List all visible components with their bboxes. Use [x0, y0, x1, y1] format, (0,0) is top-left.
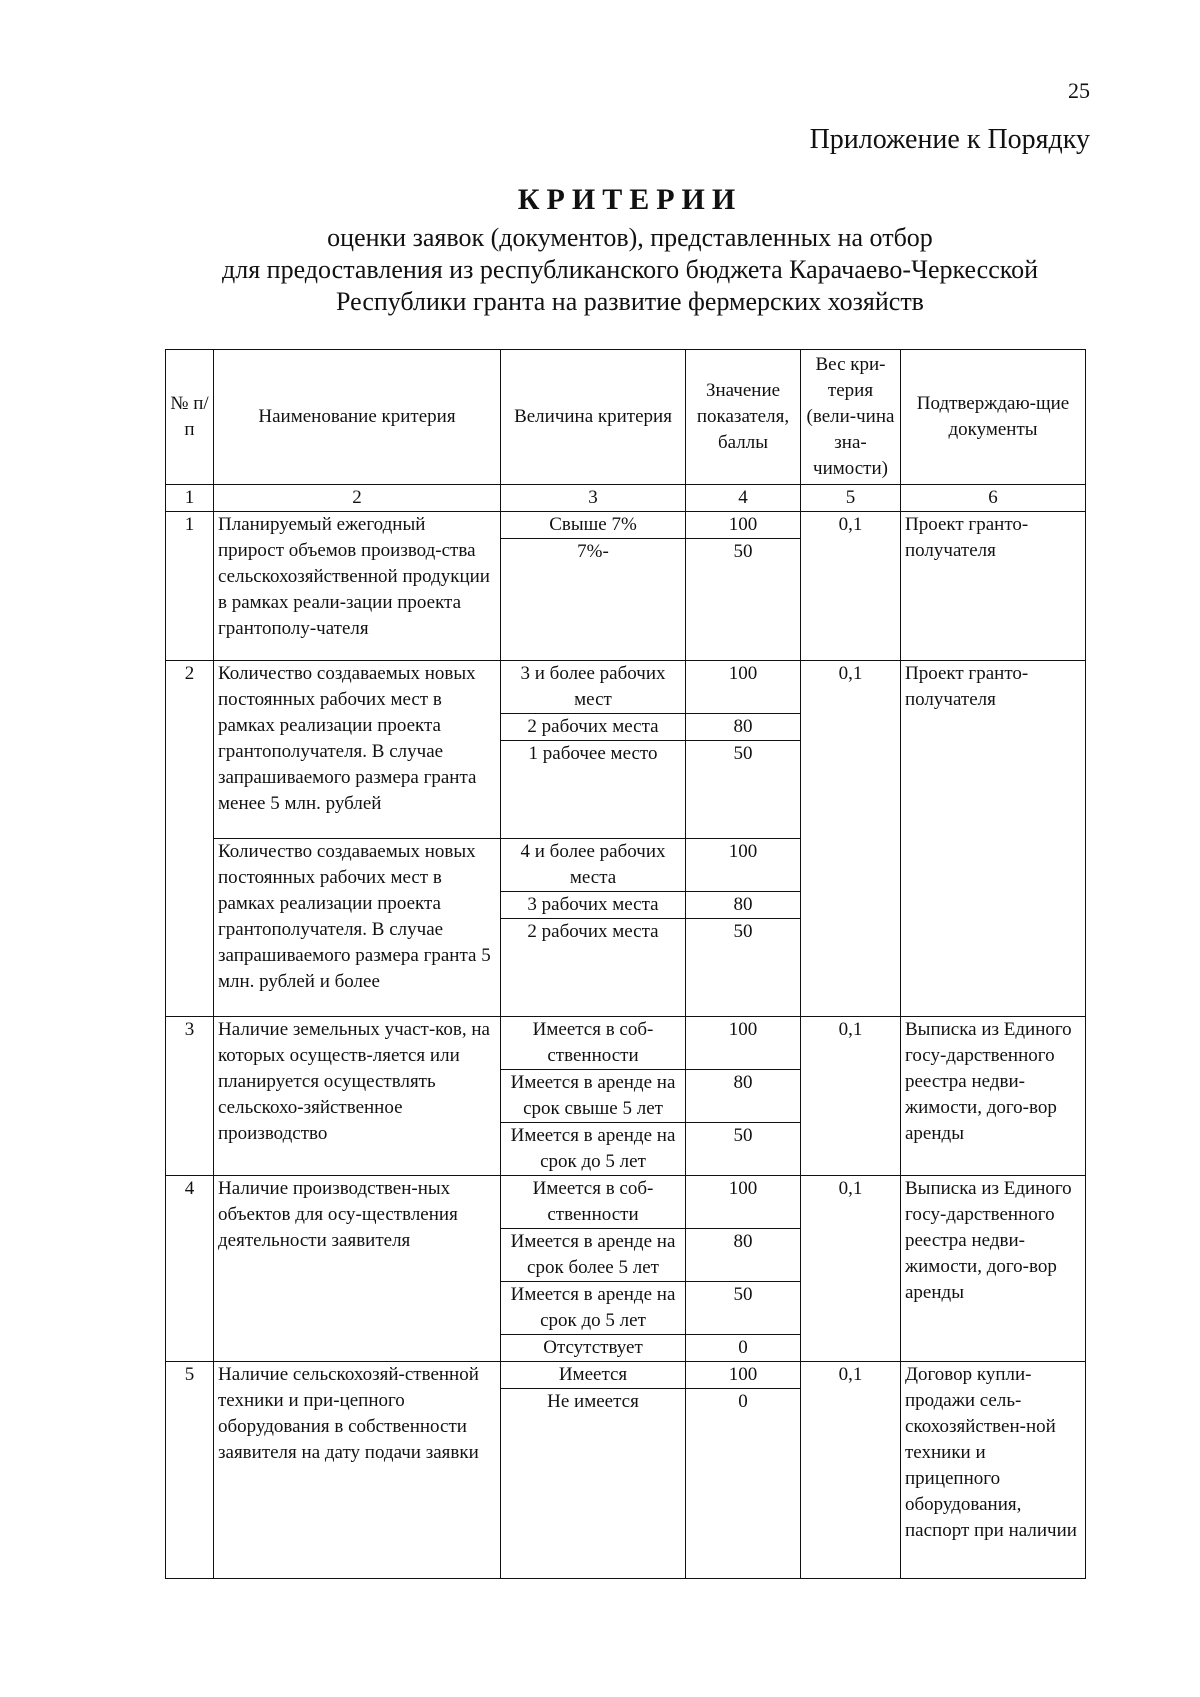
table-row	[166, 1017, 1086, 1070]
confirming-documents: Проект гранто-получателя	[901, 512, 1086, 661]
header-documents: Подтверждаю-щие документы	[901, 350, 1086, 485]
criterion-score: 50	[686, 741, 801, 839]
criterion-value: 1 рабочее место	[501, 741, 686, 839]
criterion-value: 4 и более рабочих места	[501, 839, 686, 892]
row-number: 3	[166, 1017, 214, 1176]
subtitle-line: оценки заявок (документов), представленных на отбор	[327, 223, 933, 252]
row-number: 4	[166, 1176, 214, 1362]
row-number: 1	[166, 512, 214, 661]
criteria-table	[165, 349, 1086, 1579]
criterion-value: 2 рабочих места	[501, 919, 686, 1017]
criterion-value: Отсутствует	[501, 1335, 686, 1362]
criterion-value: Имеется в соб-ственности	[501, 1017, 686, 1070]
table-row	[166, 512, 1086, 539]
column-number: 2	[214, 485, 501, 512]
confirming-documents: Выписка из Единого госу-дарственного реестра недви-жимости, дого-вор аренды	[901, 1017, 1086, 1176]
criterion-score: 100	[686, 1017, 801, 1070]
criterion-score: 0	[686, 1335, 801, 1362]
criterion-value: Имеется в аренде на срок до 5 лет	[501, 1282, 686, 1335]
document-title: КРИТЕРИИ	[517, 183, 743, 216]
row-number: 5	[166, 1362, 214, 1579]
criterion-value: Имеется в аренде на срок свыше 5 лет	[501, 1070, 686, 1123]
criterion-value: Свыше 7%	[501, 512, 686, 539]
column-number-row	[166, 485, 1086, 512]
criterion-value: 7%-	[501, 539, 686, 661]
criterion-score: 50	[686, 539, 801, 661]
criterion-score: 100	[686, 1362, 801, 1389]
criterion-score: 50	[686, 1282, 801, 1335]
header-number: № п/п	[166, 350, 214, 485]
criterion-score: 80	[686, 714, 801, 741]
criterion-score: 80	[686, 892, 801, 919]
criterion-name: Наличие производствен-ных объектов для осу-ществления деятельности заявителя	[214, 1176, 501, 1362]
criterion-value: Имеется в соб-ственности	[501, 1176, 686, 1229]
header-weight: Вес кри-терия (вели-чина зна-чимости)	[801, 350, 901, 485]
header-score: Значение показателя, баллы	[686, 350, 801, 485]
column-number: 4	[686, 485, 801, 512]
page-number: 25	[1068, 78, 1090, 103]
criterion-value: Имеется в аренде на срок до 5 лет	[501, 1123, 686, 1176]
criterion-value: 3 и более рабочих мест	[501, 661, 686, 714]
subtitle-line: Республики гранта на развитие фермерских хозяйств	[336, 287, 924, 316]
criterion-score: 100	[686, 1176, 801, 1229]
criterion-weight: 0,1	[801, 661, 901, 1017]
criterion-value: 2 рабочих места	[501, 714, 686, 741]
confirming-documents: Проект гранто-получателя	[901, 661, 1086, 1017]
criterion-name: Количество создаваемых новых постоянных рабочих мест в рамках реализации проекта грантополучателя. В случае запрашиваемого размера гранта 5 млн. рублей и более	[214, 839, 501, 1017]
criterion-score: 80	[686, 1229, 801, 1282]
criterion-weight: 0,1	[801, 1362, 901, 1579]
criterion-value: Имеется	[501, 1362, 686, 1389]
criterion-score: 100	[686, 839, 801, 892]
criterion-score: 100	[686, 512, 801, 539]
confirming-documents: Выписка из Единого госу-дарственного реестра недви-жимости, дого-вор аренды	[901, 1176, 1086, 1362]
criterion-name: Планируемый ежегодный прирост объемов производ-ства сельскохозяйственной продукции в рамках реали-зации проекта грантополу-чателя	[214, 512, 501, 661]
column-number: 5	[801, 485, 901, 512]
criterion-weight: 0,1	[801, 1017, 901, 1176]
header-criterion-name: Наименование критерия	[214, 350, 501, 485]
criterion-score: 50	[686, 919, 801, 1017]
criterion-score: 0	[686, 1389, 801, 1579]
criterion-weight: 0,1	[801, 512, 901, 661]
criterion-name: Количество создаваемых новых постоянных рабочих мест в рамках реализации проекта грантополучателя. В случае запрашиваемого размера гранта менее 5 млн. рублей	[214, 661, 501, 839]
table-row	[166, 1362, 1086, 1389]
column-number: 1	[166, 485, 214, 512]
subtitle-line: для предоставления из республиканского бюджета Карачаево-Черкесской	[222, 255, 1038, 284]
criterion-name: Наличие земельных участ-ков, на которых осуществ-ляется или планируется осуществлять сельскохо-зяйственное производство	[214, 1017, 501, 1176]
criterion-name: Наличие сельскохозяй-ственной техники и при-цепного оборудования в собственности заявителя на дату подачи заявки	[214, 1362, 501, 1579]
appendix-label: Приложение к Порядку	[809, 124, 1090, 155]
criterion-value: Не имеется	[501, 1389, 686, 1579]
column-number: 6	[901, 485, 1086, 512]
header-criterion-value: Величина критерия	[501, 350, 686, 485]
row-number: 2	[166, 661, 214, 1017]
criterion-weight: 0,1	[801, 1176, 901, 1362]
document-subtitle	[0, 222, 1200, 318]
criterion-score: 100	[686, 661, 801, 714]
table-row	[166, 1176, 1086, 1229]
criterion-value: 3 рабочих места	[501, 892, 686, 919]
criterion-value: Имеется в аренде на срок более 5 лет	[501, 1229, 686, 1282]
criterion-score: 80	[686, 1070, 801, 1123]
table-row	[166, 661, 1086, 714]
column-number: 3	[501, 485, 686, 512]
criterion-score: 50	[686, 1123, 801, 1176]
table-header-row	[166, 350, 1086, 485]
confirming-documents: Договор купли-продажи сель-скохозяйствен-ной техники и прицепного оборудования, паспорт при наличии	[901, 1362, 1086, 1579]
